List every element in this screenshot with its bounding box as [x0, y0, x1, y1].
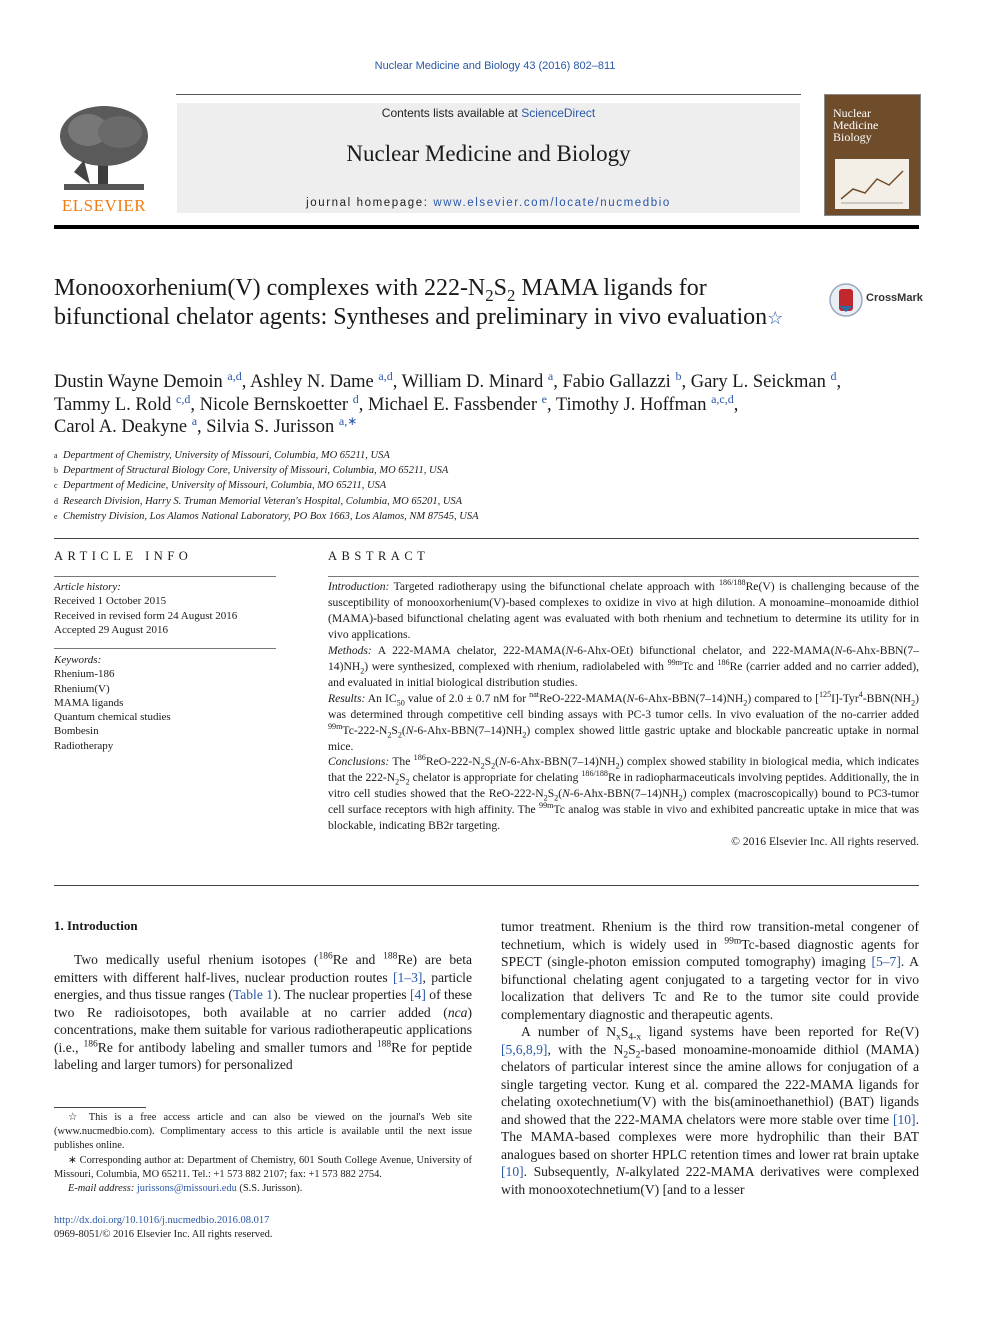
- keyword-list: [54, 653, 276, 753]
- abstract-results: Results: An $IC_{50}$ value of 2.0 ± 0.7 nM for $^{nat}ReO-222-MAMA(N-6-Ahx-BBN(7-14)NH_2)$ compared to $[^{125}I]-Tyr^4-BBN(NH_2)$ was determined through competitive cell binding assays with PC-3 tumor cells. In vivo evaluation of the no-carrier added $^{99m}Tc-222-N_2S_2(N-6-Ahx-BBN(7-14)NH_2)$ complex showed little gastric uptake and blockable pancreatic uptake in normal mice.: [328, 689, 919, 753]
- contents-prefix: Contents lists available at: [381, 106, 522, 120]
- abstract-rule: [328, 576, 919, 577]
- footnote-rule: [54, 1107, 146, 1108]
- affiliation-text: Research Division, Harry S. Truman Memorial Veteran's Hospital, Columbia, MO 65201, USA: [63, 495, 463, 507]
- journal-name: Nuclear Medicine and Biology: [346, 141, 631, 166]
- abstract-conclusions: Conclusions: The $^{186}ReO-222-N_2S_2(N-6-Ahx-BBN(7-14)NH_2)$ complex showed stability in biological media, which indicates that the $222-N_2S_2$ chelator is appropriate for chelating $^{186/188}$Re in radiopharmaceuticals involving peptides. Additionally, the in vitro cell studies showed that the ReO-$222-N_2S_2(N-6-Ahx-BBN(7-14)NH_2)$ complex (macroscopically) bound to PC3-tumor cell surface receptors with high affinity. The $^{99m}$Tc analog was stable in vivo and exhibited pancreatic uptake in mice that was blockable, indicating BB2r targeting.: [328, 753, 919, 833]
- contents-line: [177, 106, 800, 120]
- cover-title: [833, 107, 913, 143]
- copyright: © 2016 Elsevier Inc. All rights reserved.: [731, 835, 919, 849]
- affiliation: [54, 463, 654, 478]
- cover-title-line: Nuclear: [833, 106, 871, 120]
- corresponding-author-footnote: ∗ Corresponding author at: Department of Chemistry, 601 South College Avenue, University of Missouri, Columbia, MO 65211. Tel.: +1 573 882 2107; fax: +1 573 882 2754.: [54, 1154, 472, 1180]
- affiliation-text: Department of Medicine, University of Missouri, Columbia, MO 65211, USA: [63, 480, 387, 492]
- section-rule: [54, 885, 919, 886]
- publisher-wordmark: ELSEVIER: [61, 196, 147, 215]
- author-email-link[interactable]: jurissons@missouri.edu: [136, 1183, 237, 1195]
- affiliation: [54, 448, 654, 463]
- doi-block: [54, 1214, 273, 1242]
- info-rule: [54, 648, 276, 649]
- abstract-heading: ABSTRACT: [328, 549, 430, 563]
- accepted-date: Accepted 29 August 2016: [54, 623, 168, 636]
- article-title: Monooxorhenium(V) complexes with $222-N_2S_2$ MAMA ligands for bifunctional chelator agents: Syntheses and preliminary in vivo evaluation☆: [54, 275, 784, 330]
- doi-link[interactable]: http://dx.doi.org/10.1016/j.nucmedbio.2016.08.017: [54, 1215, 270, 1226]
- affiliation: [54, 494, 654, 509]
- email-footnote: E-mail address: jurissons@missouri.edu (S.S. Jurisson).: [68, 1183, 303, 1195]
- received-date: Received 1 October 2015: [54, 595, 167, 608]
- paragraph: tumor treatment. Rhenium is the third row transition-metal congener of technetium, which is widely used in $^{99m}$Tc-based diagnostic agents for SPECT (single-photon emission computed tomography) imaging [5–7]. A bifunctional chelating agent conjugated to a targeting vector for in vivo localization that delivers Tc and Re to the tumor site could provide complementary diagnostic and therapeutic agents.: [501, 919, 920, 1022]
- body-column-right: [501, 918, 919, 1198]
- citation-link[interactable]: [10]: [892, 1111, 916, 1127]
- keyword: Rhenium-186: [54, 668, 115, 681]
- affiliation: [54, 478, 654, 493]
- affiliation-list: [54, 448, 654, 524]
- cover-title-line: Biology: [833, 130, 872, 144]
- article-info-heading: ARTICLE INFO: [54, 549, 193, 563]
- affiliation-key: a: [54, 451, 58, 460]
- article-history: [54, 580, 276, 637]
- abstract-methods: Methods: A 222-MAMA chelator, 222-MAMA(N-6-Ahx-OEt) bifunctional chelator, and $222-MAMA(N-6-Ahx-BBN(7-14)NH_2)$ were synthesized, complexed with rhenium, radiolabeled with $^{99m}$Tc and $^{186}$Re (carrier added and no carrier added), and evaluated in initial biological distribution studies.: [328, 643, 920, 689]
- citation-link[interactable]: [1–3]: [393, 969, 423, 985]
- affiliation-key: b: [54, 466, 58, 476]
- abstract-introduction: Introduction: Targeted radiotherapy using the bifunctional chelate approach with $^{186/188}$Re(V) is challenging because of the susceptibility of monooxorhenium(V)-based complexes to oxidize in vivo at high dilution. A monoamine–monoamide dithiol (MAMA)-based bifunctional chelating agent was evaluated with both rhenium and technetium to determine its utility for in vivo applications.: [328, 578, 919, 641]
- affiliation-text: Chemistry Division, Los Alamos National Laboratory, PO Box 1663, Los Alamos, NM 87545, USA: [63, 510, 479, 522]
- author-list: Dustin Wayne Demoin $^{a,d}$, Ashley N. Dame $^{a,d}$, William D. Minard $^a$, Fabio Gallazzi $^b$, Gary L. Seickman $^d$, Tammy L. Rold $^{c,d}$, Nicole Bernskoetter $^d$, Michael E. Fassbender $^e$, Timothy J. Hoffman $^{a,c,d}$, Carol A. Deakyne $^a$, Silvia S. Jurisson $^{a,∗}$: [54, 368, 842, 437]
- abstract-body: [328, 579, 919, 850]
- keyword: Quantum chemical studies: [54, 711, 171, 724]
- citation-link[interactable]: [4]: [410, 987, 426, 1002]
- homepage-line: [177, 197, 800, 209]
- sciencedirect-link[interactable]: ScienceDirect: [521, 106, 596, 120]
- affiliation-key: e: [54, 511, 58, 521]
- affiliation-key: d: [54, 496, 58, 506]
- footnotes: [54, 1111, 472, 1196]
- keyword: MAMA ligands: [54, 696, 124, 709]
- citation-link[interactable]: [10]: [501, 1164, 524, 1179]
- paragraph: A number of $N_xS_{4-x}$ ligand systems have been reported for Re(V) [5,6,8,9], with the $N_2S_2$-based monoamine-monoamide dithiol (MAMA) chelators of particular interest since the amine allows for conjugation of a single targeting vector. Kung et al. compared the 222-MAMA ligands for chelating oxotechnetium(V) with the bis(aminoethanethiol) (BAT) ligands and showed that the 222-MAMA chelators were more stable over time [10]. The MAMA-based complexes were more hydrophilic than their BAT analogues based on shorter HPLC retention times and lower rat brain uptake [10]. Subsequently, N-alkylated 222-MAMA derivatives were complexed with monooxotechnetium(V) [and to a lesser: [501, 1024, 920, 1197]
- keyword: Radiotherapy: [54, 739, 114, 752]
- revised-date: Received in revised form 24 August 2016: [54, 609, 238, 622]
- history-label: Article history:: [54, 581, 121, 593]
- section-rule: [54, 538, 919, 539]
- body-column-left: [54, 951, 472, 1074]
- open-access-footnote: ☆ This is a free access article and can also be viewed on the journal's Web site (www.nucmedbio.com). Complimentary access to this article is available until the next issue publishes online.: [54, 1112, 472, 1152]
- journal-cover-image[interactable]: [824, 94, 921, 216]
- info-rule: [54, 576, 276, 577]
- title-footnote-star[interactable]: ☆: [767, 308, 784, 328]
- cover-figure-panel: [835, 159, 909, 209]
- section-heading-introduction: 1. Introduction: [54, 918, 138, 933]
- citation-link[interactable]: [5,6,8,9]: [501, 1041, 548, 1057]
- header-thick-rule: [54, 225, 919, 229]
- citation-link[interactable]: [5–7]: [871, 954, 901, 969]
- affiliation-key: c: [54, 481, 58, 491]
- cover-title-line: Medicine: [833, 118, 879, 132]
- affiliation: [54, 509, 654, 524]
- keyword: Rhenium(V): [54, 682, 110, 695]
- homepage-prefix: journal homepage:: [306, 197, 434, 209]
- journal-reference[interactable]: Nuclear Medicine and Biology 43 (2016) 802–811: [374, 60, 616, 72]
- journal-homepage-link[interactable]: www.elsevier.com/locate/nucmedbio: [433, 197, 671, 209]
- affiliation-text: Department of Structural Biology Core, University of Missouri, Columbia, MO 65211, USA: [63, 465, 449, 477]
- crossmark-label[interactable]: CrossMark: [866, 292, 923, 304]
- crossmark-icon: [828, 282, 864, 318]
- table-link[interactable]: Table 1: [232, 987, 274, 1002]
- header-rule: [176, 94, 801, 95]
- keywords-label: Keywords:: [54, 654, 102, 666]
- paragraph: Two medically useful rhenium isotopes ($^{186}$Re and $^{188}$Re) are beta emitters with different half-lives, nuclear production routes [1–3], particle energies, and thus tissue ranges (Table 1). The nuclear properties [4] of these two Re radioisotopes, both available at no carrier added (nca) concentrations, make them suitable for various radiotherapeutic applications (i.e., $^{186}$Re for antibody labeling and smaller tumors and $^{188}$Re for peptide labeling and larger tumors) for personalized: [54, 951, 472, 1072]
- keyword: Bombesin: [54, 725, 99, 738]
- affiliation-text: Department of Chemistry, University of Missouri, Columbia, MO 65211, USA: [63, 450, 390, 461]
- issn-line: 0969-8051/© 2016 Elsevier Inc. All rights reserved.: [54, 1229, 273, 1240]
